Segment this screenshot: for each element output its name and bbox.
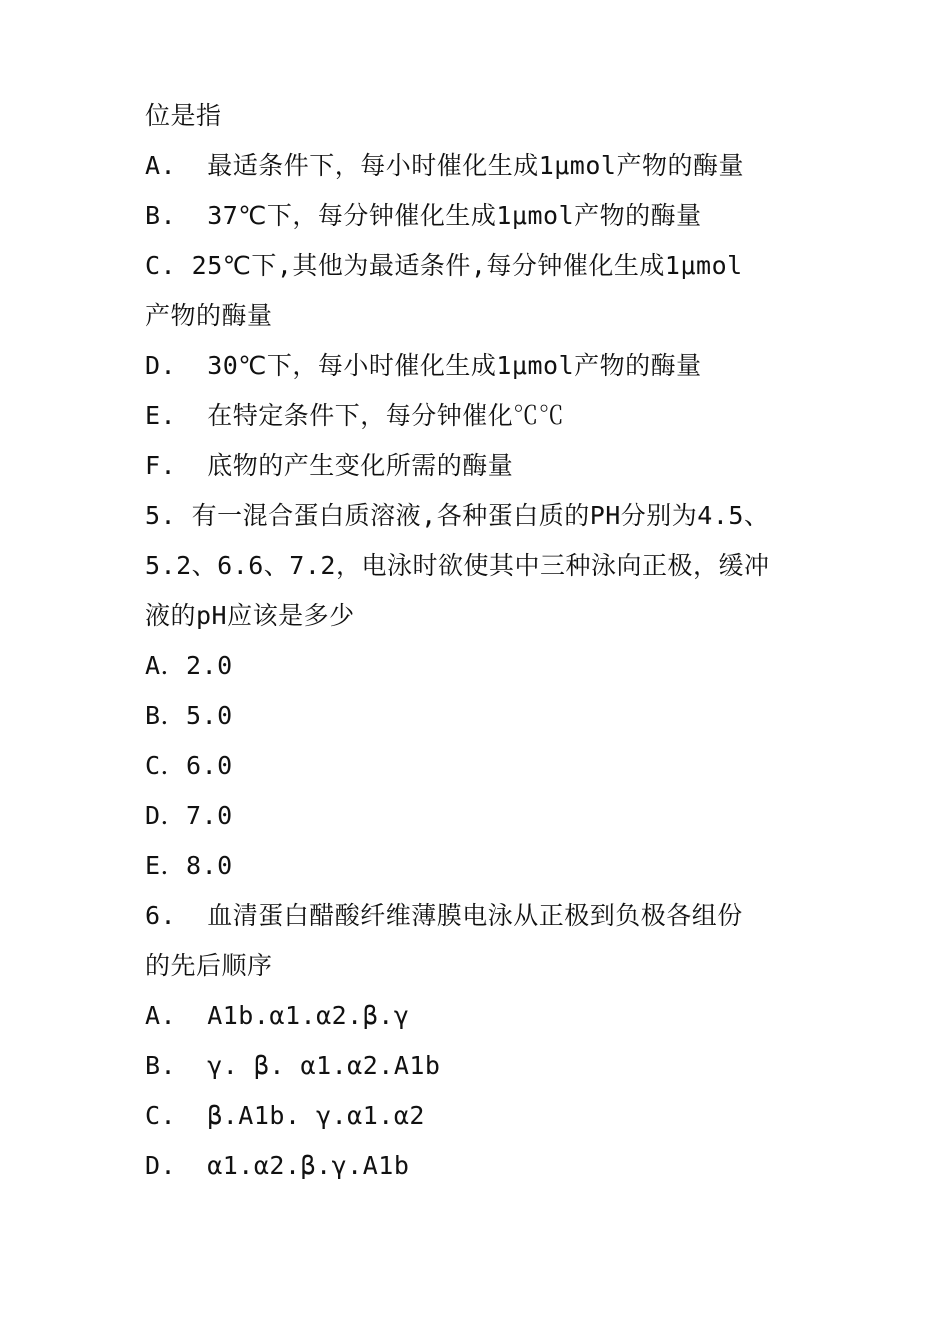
- q4-option-d: D. 30℃下，每小时催化生成1μmol产物的酶量: [145, 351, 702, 380]
- q5-option-c: C．6.0: [145, 751, 233, 780]
- q5-option-b: B．5.0: [145, 701, 233, 730]
- q5-stem: 5. 有一混合蛋白质溶液,各种蛋白质的PH分别为4.5、: [145, 501, 770, 530]
- q6-option-d: D. α1.α2.β.γ.A1b: [145, 1151, 410, 1180]
- q5-option-e: E．8.0: [145, 851, 233, 880]
- q4-option-f: F. 底物的产生变化所需的酶量: [145, 451, 514, 480]
- q4-option-e: E. 在特定条件下，每分钟催化℃℃: [145, 401, 565, 430]
- q5-option-a: A．2.0: [145, 651, 233, 680]
- q4-option-c: C. 25℃下,其他为最适条件,每分钟催化生成1μmol: [145, 251, 743, 280]
- q5-stem-continued: 5.2、6.6、7.2，电泳时欲使其中三种泳向正极，缓冲: [145, 551, 770, 580]
- q6-option-a: A. A1b.α1.α2.β.γ: [145, 1001, 410, 1030]
- q6-option-c: C. β.A1b. γ.α1.α2: [145, 1101, 425, 1130]
- q5-stem-end: 液的pH应该是多少: [145, 601, 355, 630]
- q4-option-c-continued: 产物的酶量: [145, 301, 273, 330]
- text-line-continuation: 位是指: [145, 101, 222, 130]
- q4-option-b: B. 37℃下，每分钟催化生成1μmol产物的酶量: [145, 201, 702, 230]
- q4-option-a: A. 最适条件下，每小时催化生成1μmol产物的酶量: [145, 151, 744, 180]
- q6-option-b: B. γ. β. α1.α2.A1b: [145, 1051, 441, 1080]
- q6-stem-continued: 的先后顺序: [145, 951, 273, 980]
- q5-option-d: D．7.0: [145, 801, 233, 830]
- q6-stem: 6. 血清蛋白醋酸纤维薄膜电泳从正极到负极各组份: [145, 901, 743, 930]
- document-body: [145, 91, 825, 1191]
